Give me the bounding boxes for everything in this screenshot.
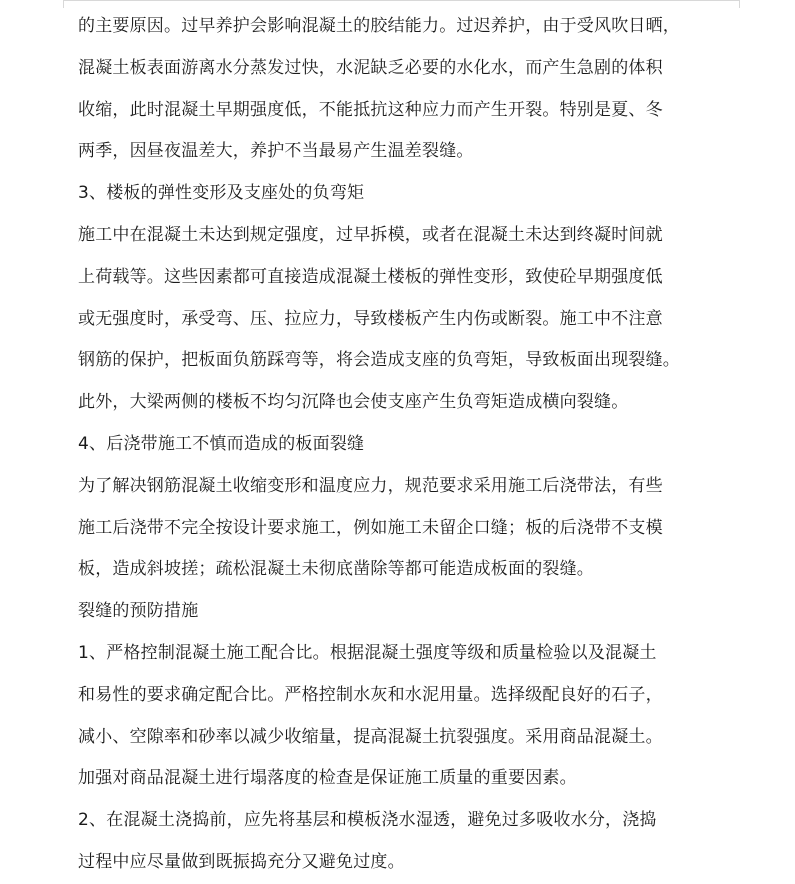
text-line: 或无强度时，承受弯、压、拉应力，导致楼板产生内伤或断裂。施工中不注意 bbox=[78, 308, 663, 329]
text-line: 为了解决钢筋混凝土收缩变形和温度应力，规范要求采用施工后浇带法，有些 bbox=[78, 475, 663, 496]
page-corner-right bbox=[739, 0, 740, 8]
text-line: 过程中应尽量做到既振捣充分又避免过度。 bbox=[78, 851, 405, 872]
text-line: 减小、空隙率和砂率以减少收缩量，提高混凝土抗裂强度。采用商品混凝土。 bbox=[78, 726, 663, 747]
text-line: 加强对商品混凝土进行塌落度的检查是保证施工质量的重要因素。 bbox=[78, 768, 577, 789]
text-line: 和易性的要求确定配合比。严格控制水灰和水泥用量。选择级配良好的石子， bbox=[78, 684, 663, 705]
section-heading: 4、后浇带施工不慎而造成的板面裂缝 bbox=[78, 433, 365, 454]
text-line: 2、在混凝土浇捣前，应先将基层和模板浇水湿透，避免过多吸收水分，浇捣 bbox=[78, 810, 657, 831]
text-line: 的主要原因。过早养护会影响混凝土的胶结能力。过迟养护，由于受风吹日晒， bbox=[78, 16, 680, 36]
text-line: 钢筋的保护，把板面负筋踩弯等，将会造成支座的负弯矩，导致板面出现裂缝。 bbox=[78, 350, 680, 371]
text-line: 两季，因昼夜温差大，养护不当最易产生温差裂缝。 bbox=[78, 141, 474, 162]
page-corner-left bbox=[63, 0, 64, 8]
page-top-border bbox=[63, 0, 740, 1]
section-heading: 裂缝的预防措施 bbox=[78, 601, 199, 622]
text-line: 1、严格控制混凝土施工配合比。根据混凝土强度等级和质量检验以及混凝土 bbox=[78, 642, 657, 663]
text-line: 上荷载等。这些因素都可直接造成混凝土楼板的弹性变形，致使砼早期强度低 bbox=[78, 266, 663, 287]
text-line: 混凝土板表面游离水分蒸发过快，水泥缺乏必要的水化水，而产生急剧的体积 bbox=[78, 57, 663, 78]
text-line: 板，造成斜坡搓；疏松混凝土未彻底凿除等都可能造成板面的裂缝。 bbox=[78, 559, 594, 580]
text-line: 施工中在混凝土未达到规定强度，过早拆模，或者在混凝土未达到终凝时间就 bbox=[78, 224, 663, 245]
text-line: 此外，大梁两侧的楼板不均匀沉降也会使支座产生负弯矩造成横向裂缝。 bbox=[78, 392, 629, 413]
text-line: 收缩，此时混凝土早期强度低，不能抵抗这种应力而产生开裂。特别是夏、冬 bbox=[78, 99, 663, 120]
document-body bbox=[78, 6, 718, 884]
text-line: 施工后浇带不完全按设计要求施工，例如施工未留企口缝；板的后浇带不支模 bbox=[78, 517, 663, 538]
section-heading: 3、楼板的弹性变形及支座处的负弯矩 bbox=[78, 183, 365, 204]
